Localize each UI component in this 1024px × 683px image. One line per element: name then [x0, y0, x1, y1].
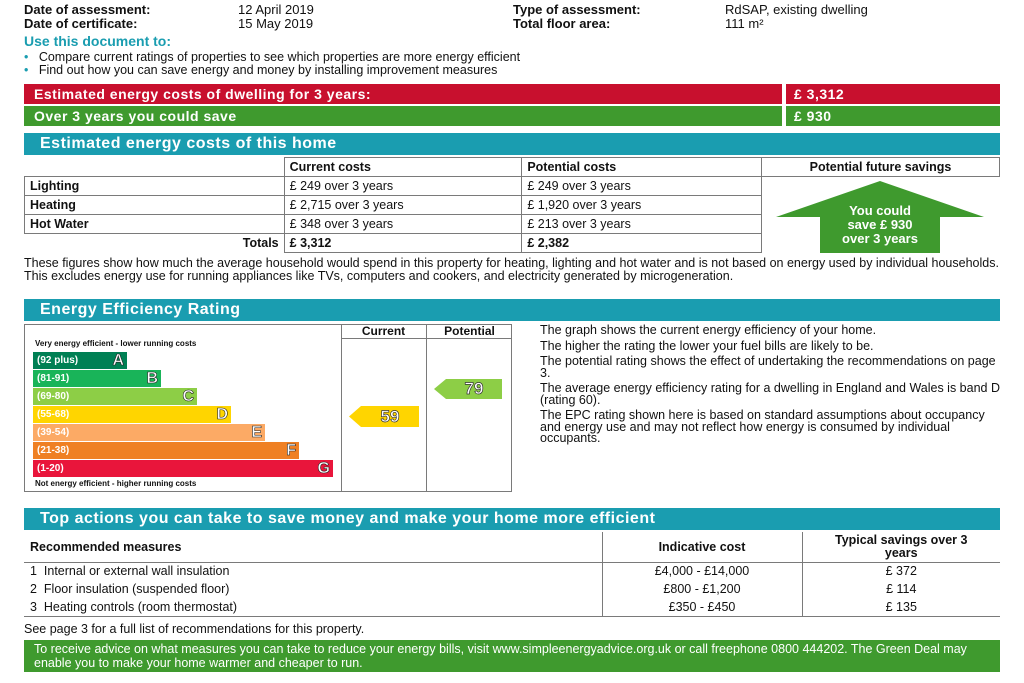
save-label: Over 3 years you could save: [24, 106, 782, 126]
band-range: (92 plus): [37, 355, 79, 366]
table-row: [24, 562, 1000, 580]
band-f: [33, 442, 299, 459]
info-paragraph: The average energy efficiency rating for a dwelling in England and Wales is band D (rating 60).: [540, 381, 1000, 407]
cost-cell: £800 - £1,200: [602, 580, 802, 598]
estimated-cost-label: Estimated energy costs of dwelling for 3 years:: [24, 84, 782, 104]
row-number: 1: [30, 564, 37, 579]
type-assessment-value: RdSAP, existing dwelling: [725, 2, 868, 17]
cost-cell: £350 - £450: [602, 598, 802, 616]
saving-cell: £ 135: [802, 598, 1000, 616]
row-number: 2: [30, 582, 37, 596]
band-range: (39-54): [37, 427, 70, 438]
potential-cost: £ 1,920 over 3 years: [522, 196, 762, 215]
costs-header-blank: [25, 158, 285, 177]
table-row: [25, 196, 762, 215]
costs-table: [24, 157, 762, 253]
measures-header: Recommended measures: [24, 532, 602, 562]
actions-table: [24, 532, 1000, 617]
totals-potential: £ 2,382: [522, 234, 762, 253]
rating-info: [540, 325, 1000, 445]
measure-text: Floor insulation (suspended floor): [43, 582, 230, 596]
bottom-caption: Not energy efficient - higher running costs: [35, 479, 197, 488]
row-label: Lighting: [25, 177, 285, 196]
saving-cell: £ 114: [802, 580, 1000, 598]
costs-section-title: Estimated energy costs of this home: [24, 133, 1000, 155]
cost-cell: £4,000 - £14,000: [602, 562, 802, 580]
current-rating-value: 59: [380, 407, 400, 426]
band-e: [33, 424, 265, 441]
current-cost: £ 2,715 over 3 years: [284, 196, 522, 215]
band-range: (55-68): [37, 409, 70, 420]
row-number: 3: [30, 599, 37, 614]
use-doc-bullet: • Compare current ratings of properties to see which properties are more energy efficient: [24, 50, 521, 64]
current-costs-header: Current costs: [284, 158, 522, 177]
divider: [426, 325, 427, 491]
info-paragraph: The potential rating shows the effect of undertaking the recommendations on page 3.: [540, 354, 996, 380]
advice-footer: To receive advice on what measures you can take to reduce your energy bills, visit www.simpleenergyadvice.org.uk or call freephone 0800 444202. The Green Deal may enable you to make your home warmer and cheaper to run.: [24, 640, 1000, 672]
floor-area-value: 111 m²: [725, 16, 764, 31]
potential-costs-header: Potential costs: [522, 158, 762, 177]
band-c: [33, 388, 197, 405]
savings-arrow-text: [820, 204, 940, 246]
date-certificate-label: Date of certificate:: [24, 16, 138, 31]
band-range: (1-20): [37, 463, 64, 474]
rating-chart: [24, 324, 512, 492]
cost-header: Indicative cost: [602, 532, 802, 562]
measure-cell: [24, 562, 602, 580]
costs-note: These figures show how much the average household would spend in this property for heating, lighting and hot water and is not based on energy used by individual households. This excludes energy use for running appliances like TVs, computers and cookers, and electricity generated by microgeneration.: [24, 256, 999, 283]
band-letter: A: [112, 352, 124, 369]
date-certificate-value: 15 May 2019: [238, 16, 314, 31]
divider: [341, 325, 342, 491]
top-caption: Very energy efficient - lower running costs: [35, 339, 197, 348]
table-row: [25, 177, 762, 196]
table-row: [24, 580, 1000, 598]
measure-cell: [24, 580, 602, 598]
band-range: (81-91): [37, 373, 70, 384]
band-letter: G: [317, 460, 330, 477]
arrow-line: over 3 years: [842, 231, 918, 246]
band-range: (69-80): [37, 391, 70, 402]
band-letter: C: [182, 388, 194, 405]
save-value: £ 930: [786, 106, 1000, 126]
row-label: Heating: [25, 196, 285, 215]
band-a: [33, 352, 127, 369]
use-doc-bullet: • Find out how you can save energy and money by installing improvement measures: [24, 63, 498, 77]
potential-header: Potential: [444, 324, 495, 338]
costs-header-row: [25, 158, 762, 177]
estimated-cost-value: £ 3,312: [786, 84, 1000, 104]
info-paragraph: The graph shows the current energy efficiency of your home.: [540, 323, 877, 337]
use-doc-bullets: [24, 51, 520, 77]
actions-header-row: [24, 532, 1000, 562]
band-letter: E: [251, 424, 262, 441]
band-g: [33, 460, 333, 477]
band-d: [33, 406, 231, 423]
see-page-note: See page 3 for a full list of recommendations for this property.: [24, 622, 365, 636]
band-b: [33, 370, 161, 387]
use-doc-title: Use this document to:: [24, 33, 172, 49]
floor-area-label: Total floor area:: [513, 16, 611, 31]
potential-rating-value: 79: [464, 379, 484, 398]
measure-text: Internal or external wall insulation: [43, 564, 230, 579]
totals-label: Totals: [25, 234, 285, 253]
divider: [341, 338, 512, 339]
current-cost: £ 348 over 3 years: [284, 215, 522, 234]
band-letter: B: [146, 370, 158, 387]
saving-cell: £ 372: [802, 562, 1000, 580]
measure-text: Heating controls (room thermostat): [43, 599, 238, 614]
date-assessment-value: 12 April 2019: [238, 2, 314, 17]
potential-cost: £ 213 over 3 years: [522, 215, 762, 234]
arrow-line: save £ 930: [847, 217, 913, 232]
info-paragraph: The EPC rating shown here is based on standard assumptions about occupancy and energy use and may not reflect how energy is consumed by individual occupants.: [540, 408, 985, 445]
band-letter: F: [286, 442, 296, 459]
date-assessment-label: Date of assessment:: [24, 2, 151, 17]
future-savings-header: Potential future savings: [762, 157, 1000, 177]
measure-cell: [24, 598, 602, 616]
info-paragraph: The higher the rating the lower your fuel bills are likely to be.: [540, 338, 874, 353]
rating-section-title: Energy Efficiency Rating: [24, 299, 1000, 321]
current-header: Current: [361, 324, 406, 338]
row-label: Hot Water: [25, 215, 285, 234]
table-row: [24, 598, 1000, 616]
current-cost: £ 249 over 3 years: [284, 177, 522, 196]
totals-row: [25, 234, 762, 253]
potential-cost: £ 249 over 3 years: [522, 177, 762, 196]
type-assessment-label: Type of assessment:: [513, 2, 641, 17]
arrow-line: You could: [849, 203, 911, 218]
totals-current: £ 3,312: [284, 234, 522, 253]
table-row: [25, 215, 762, 234]
band-range: (21-38): [37, 445, 70, 456]
band-letter: D: [216, 406, 228, 423]
savings-header: Typical savings over 3 years: [802, 532, 1000, 562]
actions-section-title: Top actions you can take to save money and make your home more efficient: [24, 508, 1000, 530]
